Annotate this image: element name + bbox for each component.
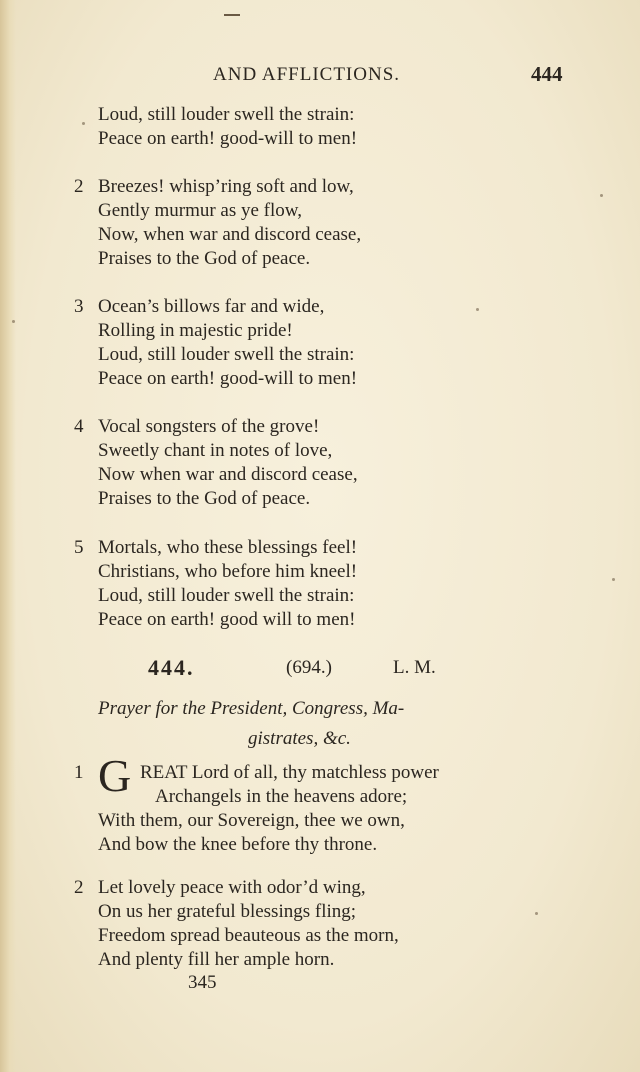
paper-speck — [600, 194, 603, 197]
paper-speck — [612, 578, 615, 581]
verse-line: And plenty fill her ample horn. — [98, 949, 335, 970]
hymn-title: Prayer for the President, Congress, Ma- — [98, 698, 405, 719]
verse-number: 2 — [74, 176, 84, 197]
verse-line: Rolling in majestic pride! — [98, 320, 293, 341]
verse-line: Loud, still louder swell the strain: — [98, 585, 355, 606]
verse-line: Archangels in the heavens adore; — [155, 786, 408, 807]
verse-line: Peace on earth! good-will to men! — [98, 368, 358, 389]
top-rule-mark — [224, 14, 240, 16]
verse-line: Praises to the God of peace. — [98, 488, 311, 509]
verse-line: Peace on earth! good will to men! — [98, 609, 356, 630]
verse-line: Now when war and discord cease, — [98, 464, 358, 485]
paper-speck — [535, 912, 538, 915]
page-edge-shadow — [0, 0, 16, 1072]
signature-mark: 345 — [188, 972, 217, 993]
verse-number: 1 — [74, 762, 84, 783]
verse-line: Let lovely peace with odor’d wing, — [98, 877, 366, 898]
verse-line: REAT Lord of all, thy matchless power — [140, 762, 439, 783]
verse-line: Mortals, who these blessings feel! — [98, 537, 358, 558]
paper-speck — [82, 122, 85, 125]
paper-speck — [476, 308, 479, 311]
verse-number: 4 — [74, 416, 84, 437]
verse-line: Loud, still louder swell the strain: — [98, 344, 355, 365]
verse-line: Freedom spread beauteous as the morn, — [98, 925, 399, 946]
verse-line: Loud, still louder swell the strain: — [98, 104, 355, 125]
paper-speck — [12, 320, 15, 323]
hymn-number: 444. — [148, 655, 195, 680]
drop-cap: G — [98, 750, 132, 801]
verse-line: Now, when war and discord cease, — [98, 224, 362, 245]
verse-line: Christians, who before him kneel! — [98, 561, 358, 582]
verse-line: Breezes! whisp’ring soft and low, — [98, 176, 354, 197]
verse-line: And bow the knee before thy throne. — [98, 834, 378, 855]
verse-line: Vocal songsters of the grove! — [98, 416, 320, 437]
verse-line: Praises to the God of peace. — [98, 248, 311, 269]
hymn-title-continued: gistrates, &c. — [248, 728, 351, 749]
running-head: AND AFFLICTIONS. — [213, 64, 401, 85]
verse-line: With them, our Sovereign, thee we own, — [98, 810, 405, 831]
hymn-meter: L. M. — [393, 657, 436, 678]
hymn-reference: (694.) — [286, 657, 332, 678]
page-number: 444 — [531, 62, 563, 86]
verse-line: Peace on earth! good-will to men! — [98, 128, 358, 149]
verse-line: Ocean’s billows far and wide, — [98, 296, 325, 317]
verse-line: Sweetly chant in notes of love, — [98, 440, 333, 461]
verse-number: 5 — [74, 537, 84, 558]
verse-number: 2 — [74, 877, 84, 898]
verse-number: 3 — [74, 296, 84, 317]
verse-line: Gently murmur as ye flow, — [98, 200, 303, 221]
verse-line: On us her grateful blessings fling; — [98, 901, 357, 922]
